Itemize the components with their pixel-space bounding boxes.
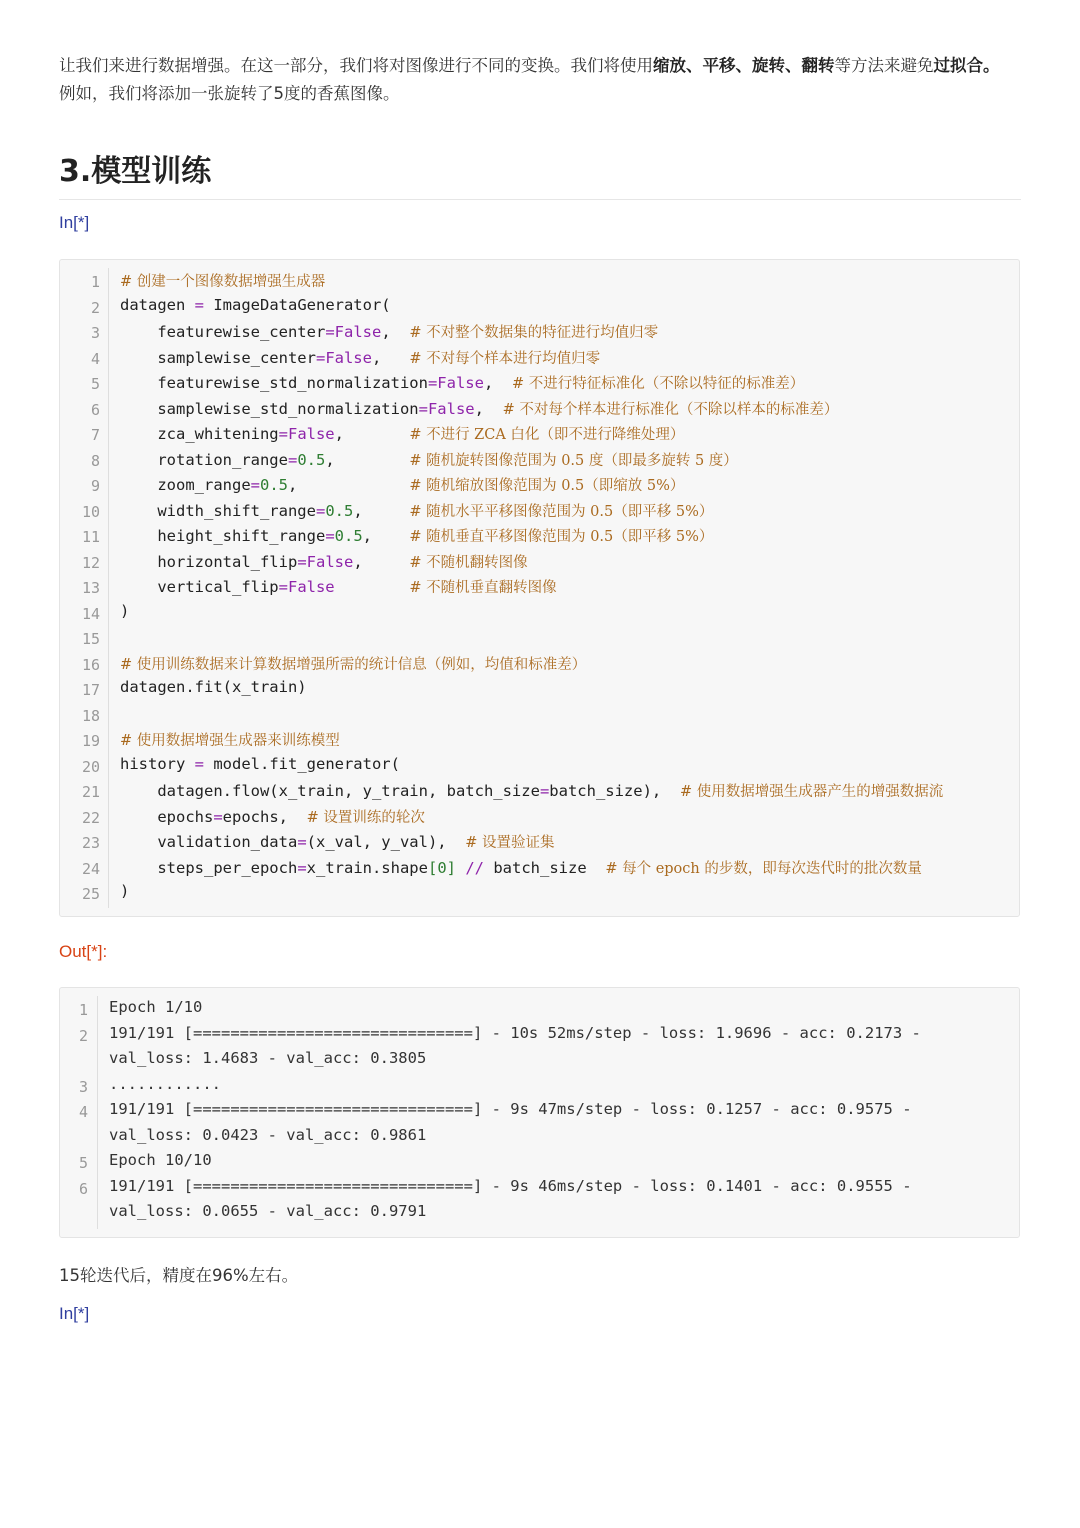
line-number: 21: [81, 783, 100, 801]
intro-text-mid: 等方法来避免: [834, 56, 934, 75]
line-number: 17: [81, 681, 100, 699]
code-text: ): [120, 882, 130, 900]
line-gutter: [108, 268, 109, 908]
code-line: [120, 551, 528, 577]
code-line: [120, 857, 922, 883]
code-comment: # 不对整个数据集的特征进行均值归零: [409, 325, 659, 341]
line-number: 8: [90, 451, 100, 470]
intro-line-1: [59, 52, 1021, 80]
code-comment: # 随机缩放图像范围为 0.5（即缩放 5%）: [409, 478, 685, 494]
code-line: [120, 780, 943, 806]
line-gutter: [97, 996, 98, 1229]
code-comment: # 使用数据增强生成器产生的增强数据流: [679, 784, 944, 800]
code-text: history = model.fit_generator(: [120, 754, 400, 773]
output-line-number: 1: [78, 1001, 88, 1019]
line-number: 12: [81, 553, 100, 572]
output-line-number: 3: [78, 1077, 88, 1096]
output-line-number: 4: [78, 1103, 88, 1121]
input-prompt: In[*]: [59, 213, 90, 232]
code-text: featurewise_std_normalization=False,: [120, 374, 512, 392]
line-number: 11: [81, 528, 100, 546]
output-line-number: 5: [78, 1154, 88, 1172]
code-line: [120, 525, 713, 551]
line-number: 2: [90, 298, 100, 317]
line-number: 22: [81, 808, 100, 827]
line-number: 10: [81, 502, 100, 521]
code-line: [120, 882, 129, 908]
code-line: [120, 296, 391, 322]
line-number: 1: [90, 273, 100, 291]
code-comment: # 不随机垂直翻转图像: [409, 580, 557, 596]
code-text: horizontal_flip=False,: [120, 552, 410, 571]
output-line: val_loss: 0.0423 - val_acc: 0.9861: [109, 1125, 427, 1144]
output-line: 191/191 [==============================] - 10s 52ms/step - loss: 1.9696 - acc: 0.2173 -: [109, 1023, 921, 1042]
line-number: 25: [81, 885, 100, 903]
intro-bold-methods: 缩放、平移、旋转、翻转: [653, 56, 835, 75]
code-line: [120, 576, 557, 602]
line-number: 4: [90, 349, 100, 368]
result-text: 15轮迭代后，精度在96%左右。: [59, 1266, 299, 1285]
code-comment: # 不进行 ZCA 白化（即不进行降维处理）: [409, 427, 685, 443]
code-text: zoom_range=0.5,: [120, 476, 410, 494]
code-text: rotation_range=0.5,: [120, 450, 410, 469]
code-comment: # 使用数据增强生成器来训练模型: [120, 733, 340, 749]
code-text: datagen = ImageDataGenerator(: [120, 295, 391, 314]
code-comment: # 创建一个图像数据增强生成器: [120, 274, 326, 290]
output-line: ............: [109, 1074, 221, 1093]
code-line: [120, 831, 555, 857]
output-line: 191/191 [==============================] - 9s 46ms/step - loss: 0.1401 - acc: 0.9555 -: [109, 1176, 912, 1195]
intro-paragraph: [59, 52, 1021, 108]
code-line: [120, 755, 400, 781]
line-number: 23: [81, 834, 100, 852]
line-number: 6: [90, 400, 100, 419]
code-comment: # 随机水平平移图像范围为 0.5（即平移 5%）: [409, 503, 714, 520]
code-cell[interactable]: [59, 259, 1020, 917]
output-cell: [59, 987, 1020, 1238]
code-comment: # 不进行特征标准化（不除以特征的标准差）: [511, 376, 805, 392]
code-comment: # 不对每个样本进行标准化（不除以样本的标准差）: [502, 401, 839, 418]
code-line: [120, 602, 129, 628]
code-line: [120, 806, 425, 832]
code-text: datagen.flow(x_train, y_train, batch_size=batch_size),: [120, 782, 680, 800]
section-heading: 3.模型训练: [59, 151, 1021, 200]
code-text: ): [120, 601, 130, 620]
code-line: [120, 449, 738, 475]
code-line: [120, 474, 684, 500]
code-line: [120, 653, 586, 679]
code-comment: # 不随机翻转图像: [409, 554, 528, 571]
input-prompt-2: In[*]: [59, 1304, 90, 1323]
line-number: 20: [81, 757, 100, 776]
code-text: samplewise_std_normalization=False,: [120, 399, 503, 418]
code-comment: # 每个 epoch 的步数，即每次迭代时的批次数量: [605, 860, 922, 877]
line-number: 13: [81, 579, 100, 597]
output-prompt: Out[*]:: [59, 942, 108, 961]
code-text: validation_data=(x_val, y_val),: [120, 833, 466, 851]
output-line-number: 2: [78, 1026, 88, 1045]
code-text: featurewise_center=False,: [120, 323, 410, 341]
line-number: 14: [81, 604, 100, 623]
output-line: 191/191 [==============================] - 9s 47ms/step - loss: 0.1257 - acc: 0.9575 -: [109, 1100, 912, 1118]
code-comment: # 设置验证集: [465, 835, 555, 851]
line-number: 9: [90, 477, 100, 495]
code-line: [120, 729, 340, 755]
code-text: samplewise_center=False,: [120, 348, 410, 367]
code-text: steps_per_epoch=x_train.shape[0] // batch_size: [120, 858, 606, 877]
code-line: [120, 347, 600, 373]
line-number: 7: [90, 426, 100, 444]
code-comment: # 不对每个样本进行均值归零: [409, 350, 601, 367]
code-text: zca_whitening=False,: [120, 425, 410, 443]
code-line: [120, 270, 325, 296]
code-text: width_shift_range=0.5,: [120, 501, 410, 520]
code-line: [120, 678, 307, 704]
output-line: Epoch 10/10: [109, 1151, 212, 1169]
code-line: [120, 321, 658, 347]
output-line-number: 6: [78, 1179, 88, 1198]
line-number: 16: [81, 655, 100, 674]
code-line: [120, 423, 684, 449]
code-text: epochs=epochs,: [120, 807, 307, 826]
line-number: 3: [90, 324, 100, 342]
output-line: val_loss: 0.0655 - val_acc: 0.9791: [109, 1202, 427, 1220]
line-number: 18: [81, 706, 100, 725]
code-text: vertical_flip=False: [120, 578, 335, 596]
intro-text: 让我们来进行数据增强。在这一部分，我们将对图像进行不同的变换。我们将使用: [59, 56, 653, 75]
line-number: 19: [81, 732, 100, 750]
output-line: Epoch 1/10: [109, 998, 203, 1016]
code-line: [120, 500, 713, 526]
code-text: datagen.fit(x_train): [120, 678, 307, 696]
code-comment: # 使用训练数据来计算数据增强所需的统计信息（例如，均值和标准差）: [120, 656, 587, 673]
code-comment: # 设置训练的轮次: [306, 809, 425, 826]
line-number: 24: [81, 859, 100, 878]
line-number: 15: [81, 630, 100, 648]
line-number: 5: [90, 375, 100, 393]
code-line: [120, 372, 804, 398]
intro-line-2: 例如，我们将添加一张旋转了5度的香蕉图像。: [59, 84, 400, 103]
output-line: val_loss: 1.4683 - val_acc: 0.3805: [109, 1049, 427, 1067]
code-text: height_shift_range=0.5,: [120, 527, 410, 545]
code-line: [120, 398, 838, 424]
code-comment: # 随机旋转图像范围为 0.5 度（即最多旋转 5 度）: [409, 452, 738, 469]
intro-bold-overfit: 过拟合。: [933, 56, 1000, 75]
code-comment: # 随机垂直平移图像范围为 0.5（即平移 5%）: [409, 529, 714, 545]
